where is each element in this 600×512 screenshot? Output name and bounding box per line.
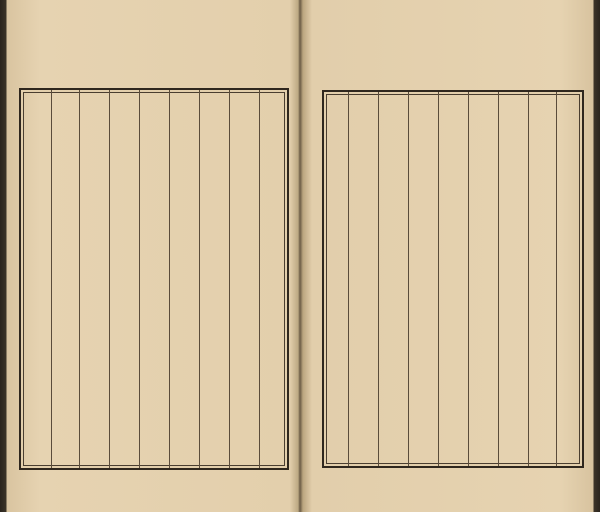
column-rule — [199, 90, 200, 468]
column-rule — [169, 90, 170, 468]
column-rule — [556, 92, 557, 466]
column-rule — [348, 92, 349, 466]
column-rule — [79, 90, 80, 468]
left-page — [7, 0, 298, 512]
column-rule — [229, 90, 230, 468]
column-rule — [109, 90, 110, 468]
column-rule — [438, 92, 439, 466]
column-rule — [468, 92, 469, 466]
right-page — [304, 0, 593, 512]
column-rule — [378, 92, 379, 466]
column-rule — [528, 92, 529, 466]
column-rule — [408, 92, 409, 466]
column-rule — [51, 90, 52, 468]
right-page-frame — [322, 90, 584, 468]
column-rule — [139, 90, 140, 468]
column-rule — [498, 92, 499, 466]
left-page-frame — [19, 88, 289, 470]
column-rule — [259, 90, 260, 468]
